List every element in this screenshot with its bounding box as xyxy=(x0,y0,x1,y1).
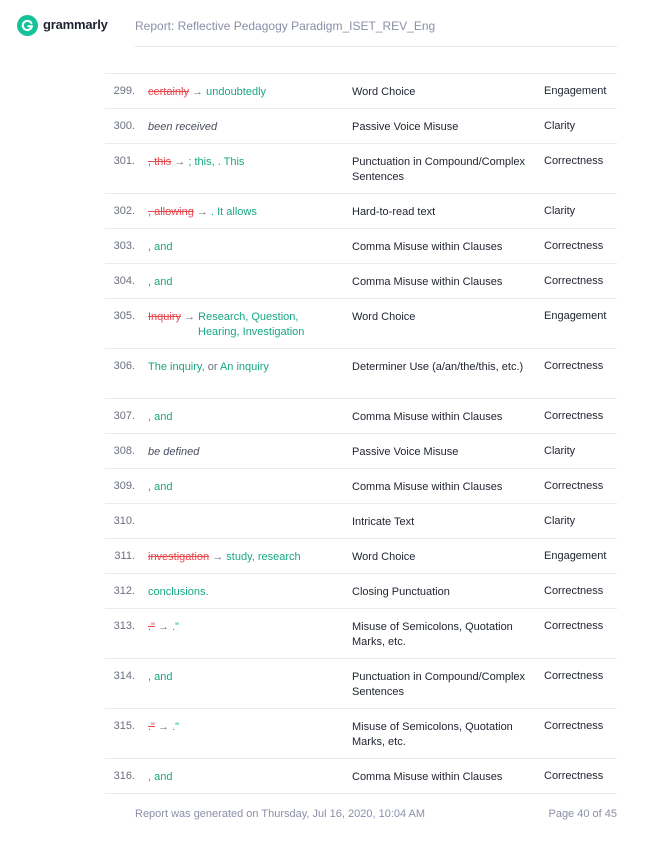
issue-category: Determiner Use (a/an/the/this, etc.) xyxy=(352,361,524,373)
issue-type: Correctness xyxy=(544,670,604,682)
logo-text: grammarly xyxy=(43,17,108,32)
suggestion-text: been received xyxy=(148,121,218,133)
inserted-text-continued: Hearing, Investigation xyxy=(198,326,305,338)
suggestion-text xyxy=(148,310,333,340)
issue-type: Engagement xyxy=(544,310,607,322)
issue-category: Comma Misuse within Clauses xyxy=(352,276,503,288)
suggestion-text: , and xyxy=(148,411,173,423)
suggestion-text: , and xyxy=(148,276,173,288)
table-row xyxy=(105,758,617,794)
issue-category: Punctuation in Compound/Complex Sentences xyxy=(352,671,526,698)
row-number: 313. xyxy=(113,620,135,632)
issue-type: Correctness xyxy=(544,585,604,597)
row-number: 312. xyxy=(113,585,135,597)
table-row xyxy=(105,143,617,193)
issue-category: Intricate Text xyxy=(352,516,415,528)
inserted-text: ." xyxy=(172,621,180,633)
suggestion-text: , and xyxy=(148,771,173,783)
table-row xyxy=(105,348,617,398)
issue-category: Word Choice xyxy=(352,311,416,323)
table-row xyxy=(105,538,617,573)
issue-type: Correctness xyxy=(544,275,604,287)
issue-type: Correctness xyxy=(544,360,604,372)
arrow-icon: → xyxy=(158,621,170,633)
table-row xyxy=(105,193,617,228)
suggestions-table xyxy=(105,73,617,794)
suggestion-text xyxy=(148,620,333,635)
row-number: 304. xyxy=(113,275,135,287)
issue-category: Passive Voice Misuse xyxy=(352,446,459,458)
row-number: 316. xyxy=(113,770,135,782)
issue-type: Correctness xyxy=(544,770,604,782)
row-number: 306. xyxy=(113,360,135,372)
row-number: 305. xyxy=(113,310,135,322)
deleted-text: , allowing xyxy=(148,206,194,218)
report-footer xyxy=(135,808,617,820)
report-title: Report: Reflective Pedagogy Paradigm_ISET_REV_Eng xyxy=(135,19,436,33)
report-header xyxy=(0,0,650,52)
table-row xyxy=(105,468,617,503)
suggestion-text: , and xyxy=(148,481,173,493)
issue-category: Comma Misuse within Clauses xyxy=(352,481,503,493)
inserted-text: The inquiry xyxy=(148,361,202,373)
suggestion-text xyxy=(148,85,333,100)
issue-type: Correctness xyxy=(544,720,604,732)
row-number: 314. xyxy=(113,670,135,682)
row-number: 301. xyxy=(113,155,135,167)
inserted-text: study, research xyxy=(226,551,301,563)
row-number: 308. xyxy=(113,445,135,457)
or-separator: , or xyxy=(201,361,220,373)
arrow-icon: → xyxy=(192,86,204,98)
inserted-text: Research, Question, xyxy=(198,311,299,323)
table-row xyxy=(105,73,617,108)
issue-category: Comma Misuse within Clauses xyxy=(352,241,503,253)
table-row xyxy=(105,263,617,298)
issue-category: Punctuation in Compound/Complex Sentences xyxy=(352,156,526,183)
generated-timestamp: Report was generated on Thursday, Jul 16, 2020, 10:04 AM xyxy=(135,808,426,820)
issue-type: Correctness xyxy=(544,620,604,632)
issue-type: Engagement xyxy=(544,550,607,562)
suggestion-text: conclusions. xyxy=(148,586,209,598)
row-number: 300. xyxy=(113,120,135,132)
table-row xyxy=(105,433,617,468)
header-divider xyxy=(135,46,617,47)
issue-category: Closing Punctuation xyxy=(352,586,450,598)
issue-type: Clarity xyxy=(544,515,576,527)
row-number: 307. xyxy=(113,410,135,422)
inserted-text: ." xyxy=(172,721,180,733)
arrow-icon: → xyxy=(174,156,186,168)
row-number: 315. xyxy=(113,720,135,732)
issue-category: Passive Voice Misuse xyxy=(352,121,459,133)
table-row xyxy=(105,608,617,658)
issue-category: Misuse of Semicolons, Quotation Marks, etc. xyxy=(352,621,513,648)
grammarly-logo-icon xyxy=(17,15,38,36)
issue-type: Correctness xyxy=(544,155,604,167)
issue-category: Word Choice xyxy=(352,551,416,563)
deleted-text: , this xyxy=(148,156,172,168)
arrow-icon: → xyxy=(212,551,224,563)
table-row xyxy=(105,503,617,538)
table-row xyxy=(105,298,617,348)
arrow-icon: → xyxy=(158,721,170,733)
deleted-text: Inquiry xyxy=(148,311,182,323)
suggestion-text xyxy=(148,550,333,565)
suggestion-text: , and xyxy=(148,241,173,253)
issue-type: Correctness xyxy=(544,240,604,252)
suggestion-text xyxy=(148,155,333,170)
issue-category: Comma Misuse within Clauses xyxy=(352,411,503,423)
table-row xyxy=(105,708,617,758)
row-number: 299. xyxy=(113,85,135,97)
suggestion-text: , and xyxy=(148,671,173,683)
table-row xyxy=(105,398,617,433)
page-number: Page 40 of 45 xyxy=(548,808,617,820)
issue-category: Comma Misuse within Clauses xyxy=(352,771,503,783)
row-number: 310. xyxy=(113,515,135,527)
table-row xyxy=(105,228,617,263)
suggestion-text xyxy=(148,205,333,220)
issue-type: Engagement xyxy=(544,85,607,97)
table-row xyxy=(105,108,617,143)
row-number: 302. xyxy=(113,205,135,217)
table-row xyxy=(105,658,617,708)
issue-type: Clarity xyxy=(544,205,576,217)
issue-type: Clarity xyxy=(544,445,576,457)
issue-category: Word Choice xyxy=(352,86,416,98)
table-row xyxy=(105,573,617,608)
suggestion-text xyxy=(148,720,333,735)
issue-type: Clarity xyxy=(544,120,576,132)
issue-type: Correctness xyxy=(544,410,604,422)
deleted-text: certainly xyxy=(148,86,189,98)
inserted-text: ; this, . This xyxy=(188,156,245,168)
deleted-text: investigation xyxy=(148,551,210,563)
deleted-text: ." xyxy=(148,721,155,733)
inserted-text-alt: An inquiry xyxy=(219,361,269,373)
deleted-text: ." xyxy=(148,621,155,633)
suggestion-text xyxy=(148,360,333,375)
issue-category: Misuse of Semicolons, Quotation Marks, etc. xyxy=(352,721,513,748)
row-number: 309. xyxy=(113,480,135,492)
issue-category: Hard-to-read text xyxy=(352,206,436,218)
row-number: 303. xyxy=(113,240,135,252)
suggestion-text: be defined xyxy=(148,446,200,458)
issue-type: Correctness xyxy=(544,480,604,492)
inserted-text: . It allows xyxy=(210,206,257,218)
inserted-text: undoubtedly xyxy=(206,86,267,98)
row-number: 311. xyxy=(114,550,135,562)
arrow-icon: → xyxy=(196,206,208,218)
arrow-icon: → xyxy=(184,311,196,323)
